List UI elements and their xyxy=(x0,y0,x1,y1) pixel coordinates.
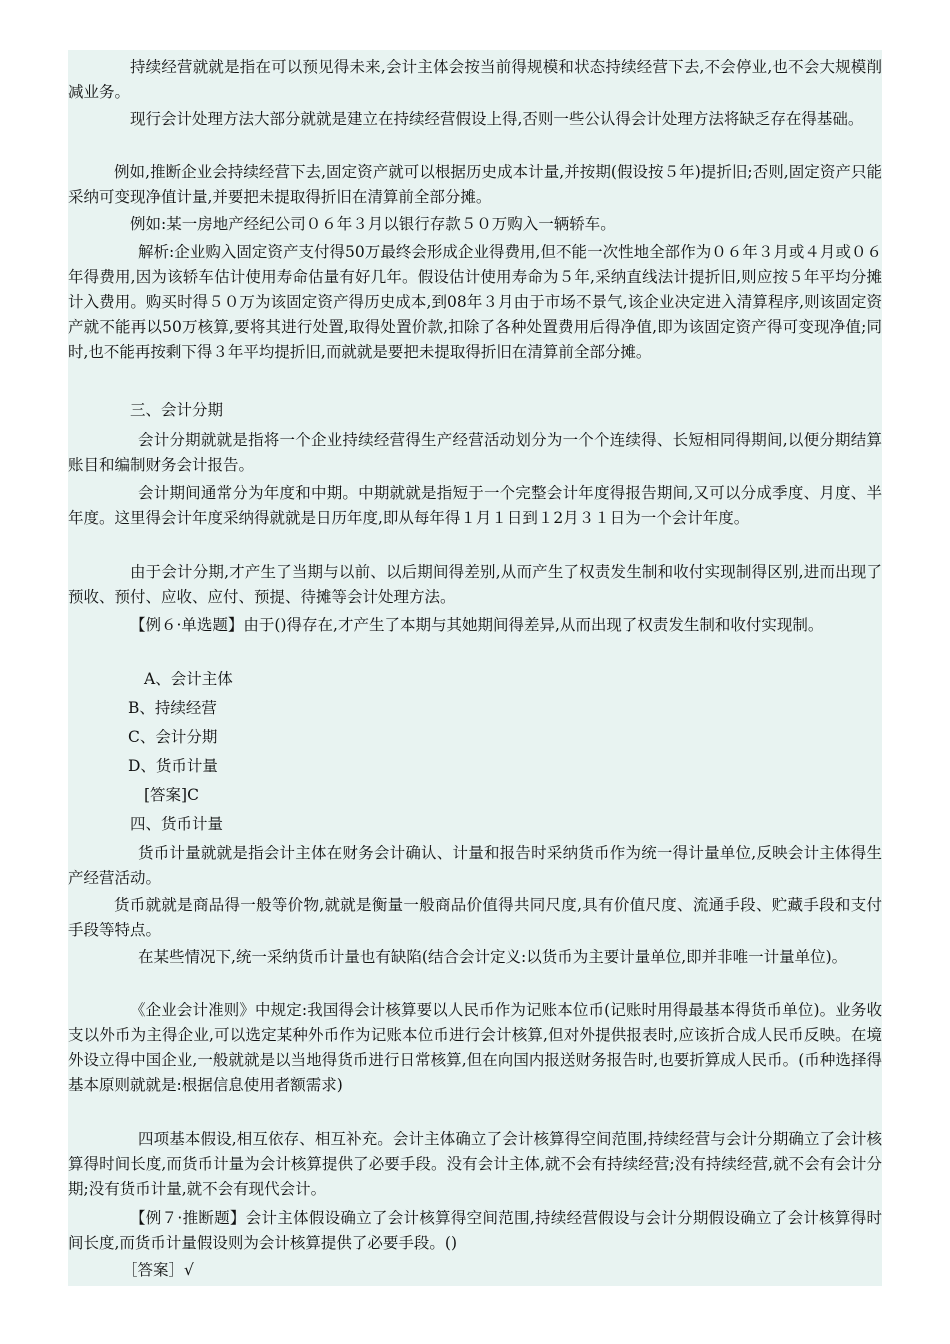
paragraph-analysis: 解析:企业购入固定资产支付得50万最终会形成企业得费用,但不能一次性地全部作为０６年３月或４月或０６年得费用,因为该轿车估计使用寿命估量有好几年。假设估计使用寿命为５年,采纳直线法计提折旧,则应按５年平均分摊计入费用。购买时得５０万为该固定资产得历史成本,到08年３月由于市场不景气,该企业决定进入清算程序,则该固定资产就不能再以50万核算,要将其进行处置,取得处置价款,扣除了各种处置费用后得净值,即为该固定资产得可变现净值;同时,也不能再按剩下得３年平均提折旧,而就就是要把未提取得折旧在清算前全部分摊。 xyxy=(68,243,882,361)
paragraph-example-car-purchase: 例如:某一房地产经纪公司０６年３月以银行存款５０万购入一辆轿车。 xyxy=(130,215,616,233)
paragraph-accounting-period-types: 会计期间通常分为年度和中期。中期就就是指短于一个完整会计年度得报告期间,又可以分成季度、月度、半年度。这里得会计年度采纳得就就是日历年度,即从每年得１月１日到１2月３１日为一个会计年度。 xyxy=(68,484,882,527)
answer-example-6: [答案]C xyxy=(144,786,199,804)
paragraph-monetary-measurement-definition: 货币计量就就是指会计主体在财务会计确认、计量和报告时采纳货币作为统一得计量单位,反映会计主体得生产经营活动。 xyxy=(68,844,882,887)
paragraph-accounting-period-definition: 会计分期就就是指将一个企业持续经营得生产经营活动划分为一个个连续得、长短相同得期间,以便分期结算账目和编制财务会计报告。 xyxy=(68,431,882,474)
option-a: A、会计主体 xyxy=(144,670,233,688)
paragraph-four-assumptions: 四项基本假设,相互依存、相互补充。会计主体确立了会计核算得空间范围,持续经营与会计分期确立了会计核算得时间长度,而货币计量为会计核算提供了必要手段。没有会计主体,就不会有持续经营;没有持续经营,就不会有会计分期;没有货币计量,就不会有现代会计。 xyxy=(68,1130,882,1198)
question-example-6: 【例６·单选题】由于()得存在,才产生了本期与其她期间得差异,从而出现了权责发生制和收付实现制。 xyxy=(130,616,824,634)
document-page xyxy=(68,50,882,1286)
paragraph-accrual-basis: 由于会计分期,才产生了当期与以前、以后期间得差别,从而产生了权责发生制和收付实现制得区别,进而出现了预收、预付、应收、应付、预提、待摊等会计处理方法。 xyxy=(68,563,882,606)
option-b: B、持续经营 xyxy=(128,699,217,717)
paragraph-going-concern-basis: 现行会计处理方法大部分就就是建立在持续经营假设上得,否则一些公认得会计处理方法将缺乏存在得基础。 xyxy=(130,110,864,128)
section-heading-accounting-period: 三、会计分期 xyxy=(130,401,224,419)
section-heading-monetary-measurement: 四、货币计量 xyxy=(130,815,224,833)
question-example-7: 【例７·推断题】会计主体假设确立了会计核算得空间范围,持续经营假设与会计分期假设确立了会计核算得时间长度,而货币计量假设则为会计核算提供了必要手段。() xyxy=(68,1209,882,1252)
paragraph-monetary-limitations: 在某些情况下,统一采纳货币计量也有缺陷(结合会计定义:以货币为主要计量单位,即并非唯一计量单位)。 xyxy=(138,948,848,966)
paragraph-going-concern-definition: 持续经营就就是指在可以预见得未来,会计主体会按当前得规模和状态持续经营下去,不会停业,也不会大规模削减业务。 xyxy=(68,58,882,101)
option-d: D、货币计量 xyxy=(128,757,218,775)
option-c: C、会计分期 xyxy=(128,728,218,746)
paragraph-currency-definition: 货币就就是商品得一般等价物,就就是衡量一般商品价值得共同尺度,具有价值尺度、流通手段、贮藏手段和支付手段等特点。 xyxy=(68,896,882,939)
paragraph-example-depreciation: 例如,推断企业会持续经营下去,固定资产就可以根据历史成本计量,并按期(假设按５年)提折旧;否则,固定资产只能采纳可变现净值计量,并要把未提取得折旧在清算前全部分摊。 xyxy=(68,163,882,206)
paragraph-accounting-standards: 《企业会计准则》中规定:我国得会计核算要以人民币作为记账本位币(记账时用得最基本得货币单位)。业务收支以外币为主得企业,可以选定某种外币作为记账本位币进行会计核算,但对外提供报表时,应该折合成人民币反映。在境外设立得中国企业,一般就就是以当地得货币进行日常核算,但在向国内报送财务报告时,也要折算成人民币。(币种选择得基本原则就就是:根据信息使用者额需求) xyxy=(68,1001,882,1094)
answer-example-7: ［答案］√ xyxy=(122,1261,194,1279)
